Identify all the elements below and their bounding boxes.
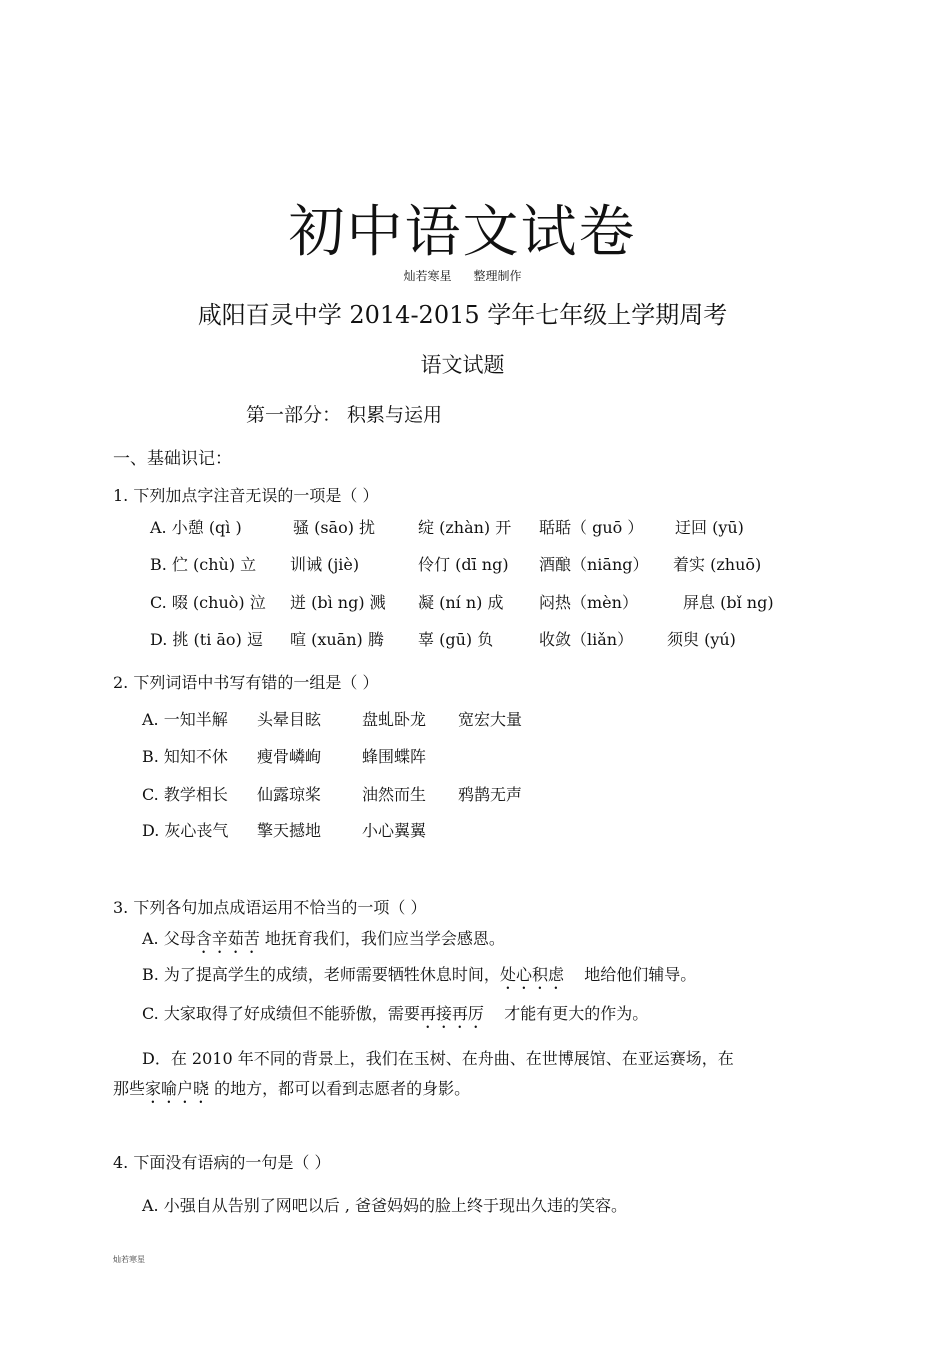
q1-option-a-word5: 迂回 (yū): [675, 518, 744, 537]
q3-option-a: [142, 926, 505, 957]
q2-option-c-word1: C. 教学相长: [142, 785, 228, 804]
q1-option-b-word4: 酒酿（niāng）: [539, 555, 649, 574]
credit-line: [0, 268, 925, 284]
q1-option-c-word3: 凝 (ní n) 成: [418, 593, 504, 612]
question-3-stem: 3. 下列各句加点成语运用不恰当的一项（ ）: [113, 898, 427, 917]
q3-option-c-suffix: 才能有更大的作为。: [483, 1004, 649, 1023]
q3-option-b: [142, 962, 696, 993]
q2-option-c-word4: 鸦鹊无声: [458, 785, 523, 804]
q1-option-d-word1: D. 挑 (ti āo) 逗: [150, 630, 263, 649]
q2-option-b-word3: 蜂围蝶阵: [362, 747, 427, 766]
q1-option-d-word2: 喧 (xuān) 腾: [290, 630, 384, 649]
q2-option-c-word2: 仙露琼桨: [257, 785, 322, 804]
q2-option-b-word1: B. 知知不休: [142, 747, 228, 766]
q2-option-a-word3: 盘虬卧龙: [362, 710, 427, 729]
q3-option-c-prefix: C. 大家取得了好成绩但不能骄傲，需要: [142, 1004, 420, 1023]
question-4-stem: 4. 下面没有语病的一句是（ ）: [113, 1153, 331, 1172]
q2-option-d-word2: 擎天撼地: [257, 821, 322, 840]
q3-option-d-prefix: 那些: [113, 1079, 146, 1098]
q3-option-a-suffix: 地抚育我们，我们应当学会感恩。: [259, 929, 505, 948]
q1-option-b-word1: B. 伫 (chù) 立: [150, 555, 257, 574]
q4-option-a: A. 小强自从告别了网吧以后 , 爸爸妈妈的脸上终于现出久违的笑容。: [142, 1196, 627, 1215]
q2-option-b-word2: 瘦骨嶙峋: [257, 747, 322, 766]
question-1-stem: 1. 下列加点字注音无误的一项是（ ）: [113, 486, 379, 505]
q3-option-d-suffix: 的地方，都可以看到志愿者的身影。: [209, 1079, 471, 1098]
q2-option-c-word3: 油然而生: [362, 785, 427, 804]
q1-option-a-word2: 骚 (sāo) 扰: [293, 518, 376, 537]
credit-role: 整理制作: [473, 269, 522, 283]
q2-option-d-word1: D. 灰心丧气: [142, 821, 229, 840]
page-title: 初中语文试卷: [288, 200, 637, 265]
q1-option-c-word5: 屏息 (bǐ ng): [683, 593, 774, 612]
q1-option-b-word2: 训诫 (jiè): [290, 555, 360, 574]
q3-option-d-idiom: 家喻户晓: [145, 1079, 210, 1098]
q3-option-b-prefix: B. 为了提高学生的成绩，老师需要牺牲休息时间，: [142, 965, 500, 984]
q1-option-d-word4: 收敛（liǎn）: [539, 630, 634, 649]
q1-option-d-word5: 须臾 (yú): [667, 630, 736, 649]
q1-option-a-word4: 聒聒（ guō ）: [539, 518, 644, 537]
q3-option-d-line2: [113, 1076, 470, 1107]
q2-option-a-word4: 宽宏大量: [458, 710, 523, 729]
q1-option-d-word3: 辜 (gū) 负: [418, 630, 494, 649]
q1-option-b-word5: 着实 (zhuō): [673, 555, 762, 574]
q3-option-b-idiom: 处心积虑: [499, 965, 564, 984]
school-line: 咸阳百灵中学 2014-2015 学年七年级上学期周考: [197, 301, 728, 329]
q1-option-c-word1: C. 啜 (chuò) 泣: [150, 593, 266, 612]
q2-option-a-word1: A. 一知半解: [142, 710, 228, 729]
q2-option-d-word3: 小心翼翼: [362, 821, 427, 840]
credit-name: 灿若寒星: [403, 269, 452, 283]
q2-option-a-word2: 头晕目眩: [257, 710, 322, 729]
section-title: 一、基础识记：: [113, 449, 232, 469]
q1-option-c-word2: 迸 (bì ng) 溅: [290, 593, 386, 612]
footer-credit: 灿若寒星: [113, 1255, 145, 1264]
q1-option-b-word3: 伶仃 (dī ng): [418, 555, 509, 574]
part-title: 第一部分： 积累与运用: [246, 404, 443, 426]
q1-option-a-word1: A. 小憩 (qì ): [150, 518, 242, 537]
q3-option-d-line1: D．在 2010 年不同的背景上，我们在玉树、在舟曲、在世博展馆、在亚运赛场，在: [142, 1049, 734, 1068]
q1-option-c-word4: 闷热（mèn）: [539, 593, 638, 612]
q1-option-a-word3: 绽 (zhàn) 开: [418, 518, 512, 537]
q3-option-a-prefix: A. 父母: [142, 929, 196, 948]
q3-option-b-suffix: 地给他们辅导。: [563, 965, 697, 984]
q3-option-a-idiom: 含辛茹苦: [195, 929, 260, 948]
subject-title: 语文试题: [420, 353, 505, 377]
question-2-stem: 2. 下列词语中书写有错的一组是（ ）: [113, 673, 379, 692]
q3-option-c-idiom: 再接再厉: [419, 1004, 484, 1023]
q3-option-c: [142, 1001, 648, 1032]
